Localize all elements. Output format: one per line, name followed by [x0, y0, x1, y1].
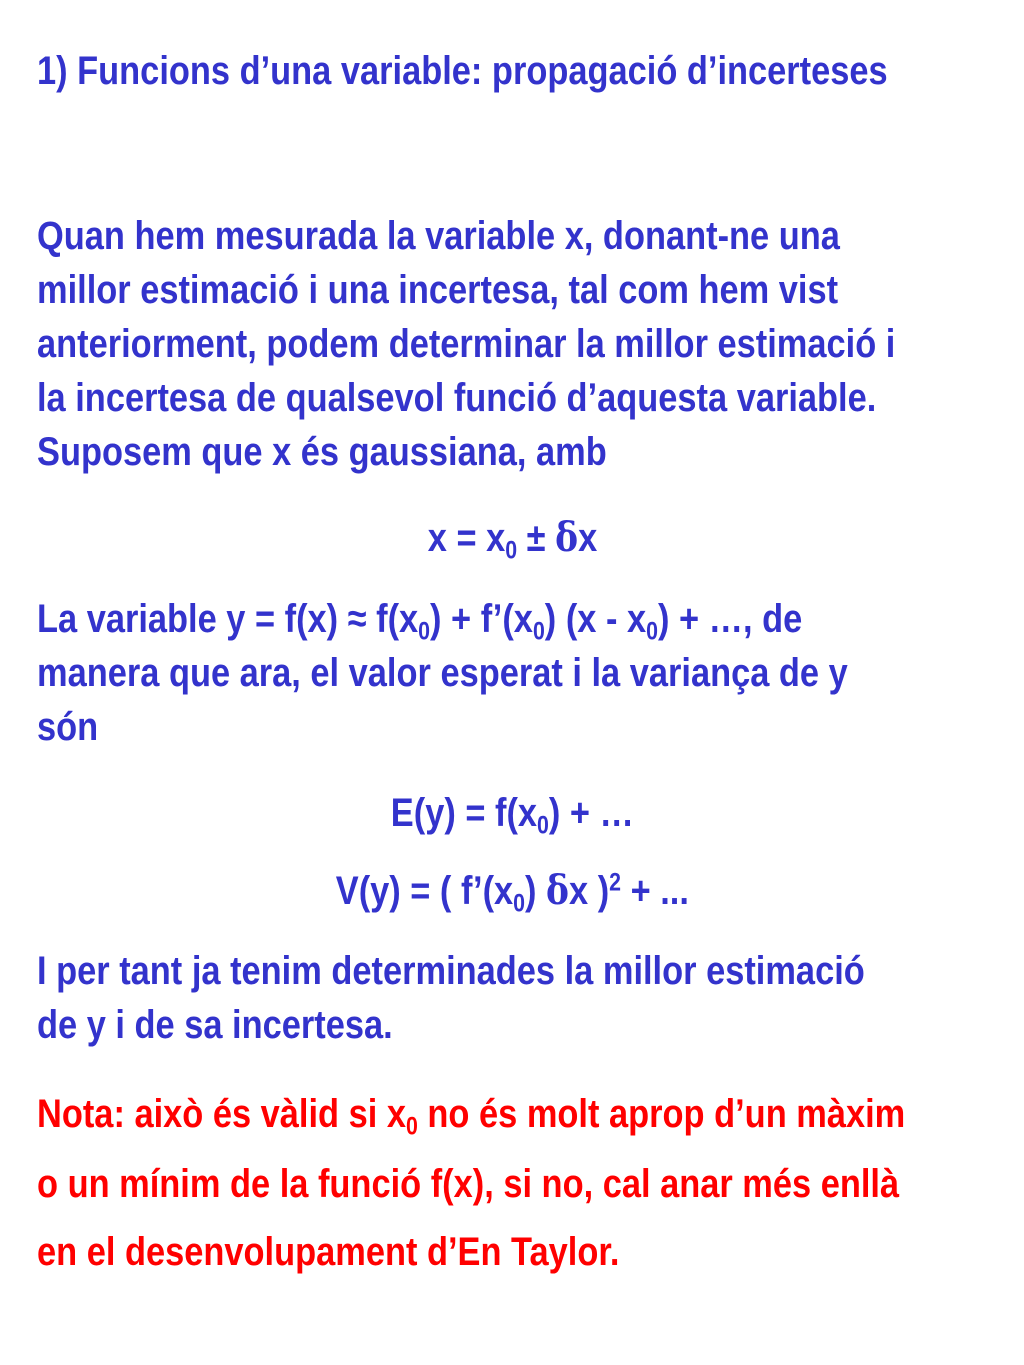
approx-symbol: ≈: [347, 597, 367, 641]
intro-line-3: anteriorment, podem determinar la millor estimació i: [37, 322, 896, 366]
conclusion-line-2: de y i de sa incertesa.: [37, 1003, 393, 1047]
taylor-part-5: ) + …, de: [657, 597, 803, 641]
note-subscript: 0: [405, 1113, 418, 1141]
taylor-part-1: La variable y = f(x): [37, 597, 348, 641]
delta-symbol: δ: [554, 514, 578, 561]
delta-symbol-variance: δ: [545, 867, 569, 914]
equation-v-part-3: x ): [568, 869, 609, 913]
taylor-part-2: f(x: [366, 597, 419, 641]
equation-x-lhs: x = x: [427, 516, 505, 560]
equation-v-part-1: V(y) = ( f’(x: [335, 869, 513, 913]
note-line-1-a: Nota: això és vàlid si x: [37, 1092, 406, 1136]
equation-v-part-2: ): [524, 869, 546, 913]
equation-v-part-4: + ...: [620, 869, 689, 913]
intro-line-5: Suposem que x és gaussiana, amb: [37, 430, 607, 474]
intro-line-1: Quan hem mesurada la variable x, donant-ne una: [37, 214, 840, 258]
equation-x-pm: ±: [516, 516, 555, 560]
equation-v-superscript: 2: [608, 869, 621, 897]
taylor-sub-2: 0: [532, 618, 545, 646]
equation-expected-value: [0, 789, 1024, 840]
equation-e-subscript: 0: [536, 812, 549, 840]
intro-line-2: millor estimació i una incertesa, tal com hem vist: [37, 268, 839, 312]
equation-x-subscript: 0: [504, 537, 517, 565]
taylor-part-4: ) (x - x: [544, 597, 647, 641]
note-line-1-b: no és molt aprop d’un màxim: [417, 1092, 906, 1136]
intro-line-4: la incertesa de qualsevol funció d’aquesta variable.: [37, 376, 877, 420]
equation-e-part-2: ) + …: [548, 791, 634, 835]
taylor-cont-line-1: manera que ara, el valor esperat i la variança de y: [37, 651, 848, 695]
conclusion-line-1: I per tant ja tenim determinades la millor estimació: [37, 949, 865, 993]
taylor-sub-1: 0: [418, 618, 431, 646]
note-line-1: [37, 1090, 906, 1141]
equation-e-part-1: E(y) = f(x: [390, 791, 537, 835]
equation-x-var: x: [577, 516, 597, 560]
equation-v-subscript: 0: [512, 890, 525, 918]
slide-title: 1) Funcions d’una variable: propagació d’incerteses: [37, 49, 888, 93]
taylor-sub-3: 0: [646, 618, 658, 646]
taylor-line: [37, 595, 803, 646]
equation-variance: [0, 867, 1024, 918]
taylor-part-3: ) + f’(x: [430, 597, 533, 641]
taylor-cont-line-2: són: [37, 705, 99, 749]
note-line-3: en el desenvolupament d’En Taylor.: [37, 1230, 620, 1274]
note-line-2: o un mínim de la funció f(x), si no, cal anar més enllà: [37, 1162, 900, 1206]
equation-x: [0, 514, 1024, 565]
